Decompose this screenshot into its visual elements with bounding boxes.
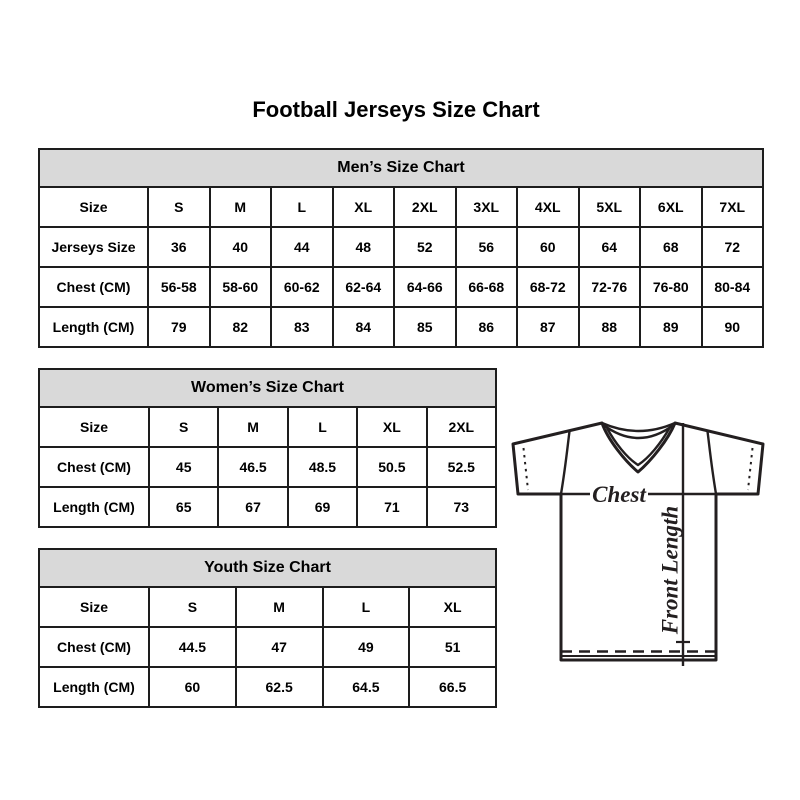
table-header-row bbox=[39, 549, 496, 587]
table-row bbox=[39, 627, 496, 667]
data-cell: 60 bbox=[149, 667, 236, 707]
data-cell: 88 bbox=[579, 307, 641, 347]
mens-table-title: Men’s Size Chart bbox=[39, 149, 763, 187]
table-row bbox=[39, 187, 763, 227]
data-cell: 64.5 bbox=[323, 667, 410, 707]
data-cell: L bbox=[323, 587, 410, 627]
data-cell: S bbox=[149, 407, 218, 447]
data-cell: 79 bbox=[148, 307, 210, 347]
row-header-cell: Size bbox=[39, 587, 149, 627]
data-cell: 64-66 bbox=[394, 267, 456, 307]
data-cell: 44 bbox=[271, 227, 333, 267]
data-cell: 58-60 bbox=[210, 267, 272, 307]
data-cell: 82 bbox=[210, 307, 272, 347]
data-cell: 73 bbox=[427, 487, 496, 527]
data-cell: XL bbox=[333, 187, 395, 227]
row-header-cell: Chest (CM) bbox=[39, 267, 148, 307]
data-cell: 87 bbox=[517, 307, 579, 347]
data-cell: 67 bbox=[218, 487, 287, 527]
jersey-diagram-icon bbox=[505, 412, 770, 672]
data-cell: 36 bbox=[148, 227, 210, 267]
row-header-cell: Length (CM) bbox=[39, 667, 149, 707]
data-cell: 2XL bbox=[427, 407, 496, 447]
data-cell: XL bbox=[409, 587, 496, 627]
data-cell: 56 bbox=[456, 227, 518, 267]
data-cell: 62.5 bbox=[236, 667, 323, 707]
mens-size-table bbox=[38, 148, 764, 348]
table-row bbox=[39, 267, 763, 307]
row-header-cell: Chest (CM) bbox=[39, 627, 149, 667]
table-row bbox=[39, 447, 496, 487]
data-cell: 68-72 bbox=[517, 267, 579, 307]
data-cell: 66.5 bbox=[409, 667, 496, 707]
row-header-cell: Size bbox=[39, 187, 148, 227]
table-row bbox=[39, 487, 496, 527]
data-cell: 44.5 bbox=[149, 627, 236, 667]
data-cell: 48 bbox=[333, 227, 395, 267]
data-cell: 49 bbox=[323, 627, 410, 667]
youth-table-title: Youth Size Chart bbox=[39, 549, 496, 587]
data-cell: 7XL bbox=[702, 187, 764, 227]
youth-size-table bbox=[38, 548, 497, 708]
data-cell: XL bbox=[357, 407, 426, 447]
data-cell: 52 bbox=[394, 227, 456, 267]
data-cell: 90 bbox=[702, 307, 764, 347]
data-cell: 6XL bbox=[640, 187, 702, 227]
data-cell: M bbox=[218, 407, 287, 447]
data-cell: 76-80 bbox=[640, 267, 702, 307]
table-row bbox=[39, 587, 496, 627]
data-cell: 45 bbox=[149, 447, 218, 487]
data-cell: 68 bbox=[640, 227, 702, 267]
data-cell: 46.5 bbox=[218, 447, 287, 487]
data-cell: 50.5 bbox=[357, 447, 426, 487]
womens-size-table bbox=[38, 368, 497, 528]
data-cell: 60 bbox=[517, 227, 579, 267]
row-header-cell: Chest (CM) bbox=[39, 447, 149, 487]
data-cell: 52.5 bbox=[427, 447, 496, 487]
data-cell: 65 bbox=[149, 487, 218, 527]
data-cell: 4XL bbox=[517, 187, 579, 227]
front-length-label: Front Length bbox=[657, 505, 683, 635]
data-cell: 80-84 bbox=[702, 267, 764, 307]
row-header-cell: Length (CM) bbox=[39, 307, 148, 347]
data-cell: M bbox=[236, 587, 323, 627]
data-cell: S bbox=[149, 587, 236, 627]
data-cell: 48.5 bbox=[288, 447, 357, 487]
data-cell: 2XL bbox=[394, 187, 456, 227]
data-cell: 56-58 bbox=[148, 267, 210, 307]
data-cell: 51 bbox=[409, 627, 496, 667]
data-cell: 71 bbox=[357, 487, 426, 527]
data-cell: 86 bbox=[456, 307, 518, 347]
data-cell: 60-62 bbox=[271, 267, 333, 307]
data-cell: L bbox=[288, 407, 357, 447]
jersey-measurement-diagram bbox=[505, 412, 770, 672]
data-cell: 66-68 bbox=[456, 267, 518, 307]
data-cell: 89 bbox=[640, 307, 702, 347]
data-cell: 85 bbox=[394, 307, 456, 347]
data-cell: 69 bbox=[288, 487, 357, 527]
data-cell: 62-64 bbox=[333, 267, 395, 307]
table-row bbox=[39, 407, 496, 447]
data-cell: 83 bbox=[271, 307, 333, 347]
chest-label: Chest bbox=[592, 482, 646, 507]
table-row bbox=[39, 307, 763, 347]
data-cell: 3XL bbox=[456, 187, 518, 227]
jersey-outline bbox=[513, 423, 763, 660]
data-cell: S bbox=[148, 187, 210, 227]
data-cell: 72 bbox=[702, 227, 764, 267]
data-cell: L bbox=[271, 187, 333, 227]
data-cell: 84 bbox=[333, 307, 395, 347]
row-header-cell: Length (CM) bbox=[39, 487, 149, 527]
data-cell: 5XL bbox=[579, 187, 641, 227]
row-header-cell: Jerseys Size bbox=[39, 227, 148, 267]
page-title: Football Jerseys Size Chart bbox=[252, 97, 540, 122]
data-cell: 40 bbox=[210, 227, 272, 267]
table-row bbox=[39, 227, 763, 267]
data-cell: 47 bbox=[236, 627, 323, 667]
table-row bbox=[39, 667, 496, 707]
table-header-row bbox=[39, 149, 763, 187]
row-header-cell: Size bbox=[39, 407, 149, 447]
womens-table-title: Women’s Size Chart bbox=[39, 369, 496, 407]
data-cell: M bbox=[210, 187, 272, 227]
data-cell: 64 bbox=[579, 227, 641, 267]
table-header-row bbox=[39, 369, 496, 407]
data-cell: 72-76 bbox=[579, 267, 641, 307]
